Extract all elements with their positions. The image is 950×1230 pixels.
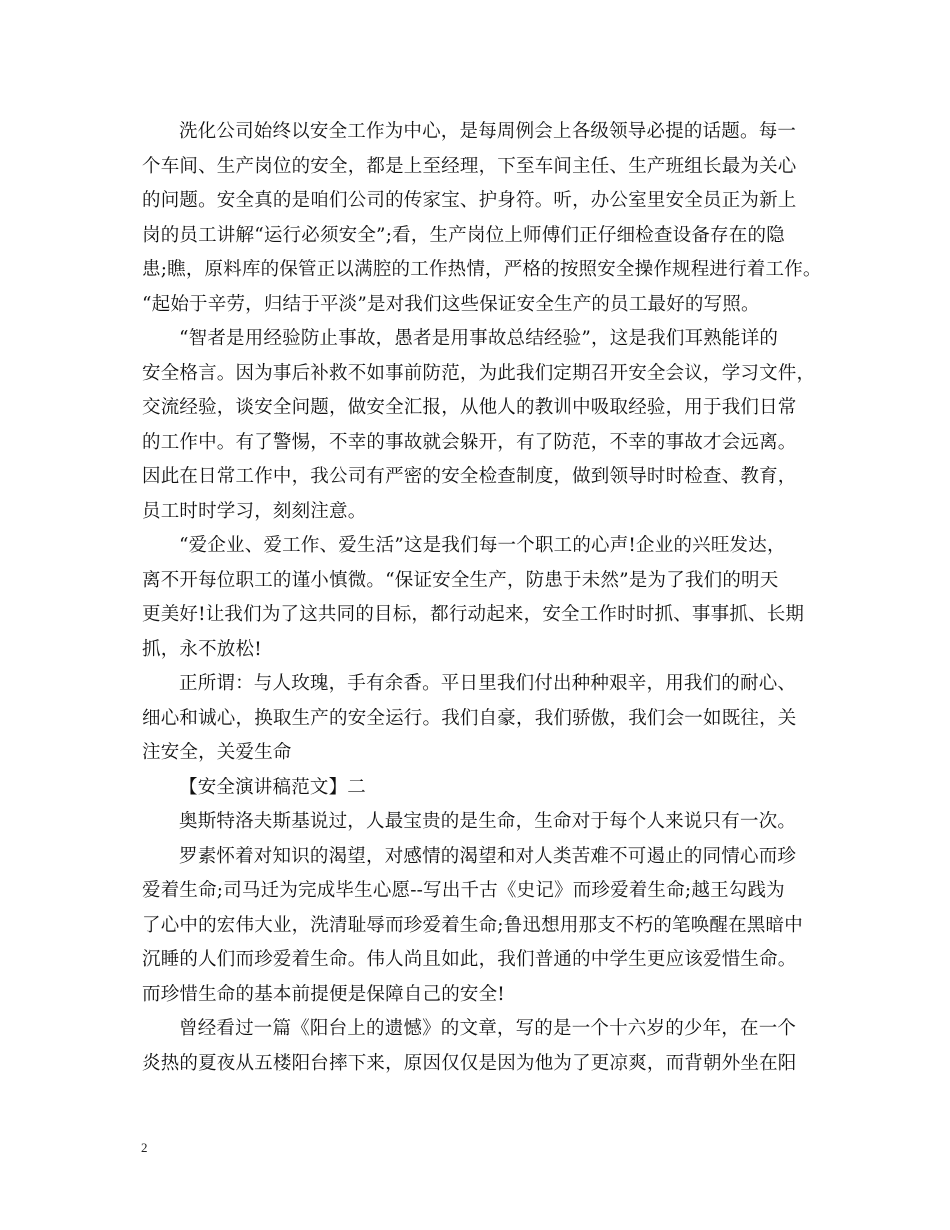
section-heading: 【安全演讲稿范文】二 (179, 776, 367, 798)
paragraph-7-line-5: 而珍惜生命的基本前提便是保障自己的安全! (142, 983, 505, 1005)
paragraph-2-line-5: 因此在日常工作中，我公司有严密的安全检查制度，做到领导时时检查、教育， (142, 466, 797, 487)
paragraph-2-line-1: “智者是用经验防止事故，愚者是用事故总结经验”，这是我们耳熟能详的 (179, 328, 779, 349)
paragraph-3-line-1: “爱企业、爱工作、爱生活”这是我们每一个职工的心声!企业的兴旺发达， (179, 535, 786, 556)
paragraph-1-line-5: 患;瞧，原料库的保管正以满腔的工作热情，严格的按照安全操作规程进行着工作。 (142, 259, 822, 280)
paragraph-8-line-2: 炎热的夏夜从五楼阳台摔下来，原因仅仅是因为他为了更凉爽，而背朝外坐在阳 (142, 1052, 797, 1074)
paragraph-2-line-6: 员工时时学习，刻刻注意。 (142, 500, 367, 522)
paragraph-3-line-3: 更美好!让我们为了这共同的目标，都行动起来，安全工作时时抓、事事抓、长期 (142, 604, 805, 625)
paragraph-1-line-2: 个车间、生产岗位的安全，都是上至经理，下至车间主任、生产班组长最为关心 (142, 155, 797, 177)
paragraph-4-line-3: 注安全，关爱生命 (142, 742, 292, 763)
paragraph-1-line-1: 洗化公司始终以安全工作为中心，是每周例会上各级领导必提的话题。每一 (179, 121, 797, 142)
paragraph-4-line-2: 细心和诚心，换取生产的安全运行。我们自豪，我们骄傲，我们会一如既往，关 (142, 707, 797, 729)
document-body (142, 115, 822, 1081)
paragraph-1-line-4: 岗的员工讲解“运行必须安全”;看，生产岗位上师傅们正仔细检查设备存在的隐 (142, 224, 785, 246)
page-number: 2 (141, 1140, 148, 1155)
paragraph-8-line-1: 曾经看过一篇《阳台上的遗憾》的文章，写的是一个十六岁的少年，在一个 (179, 1018, 797, 1039)
paragraph-7-line-4: 沉睡的人们而珍爱着生命。伟人尚且如此，我们普通的中学生更应该爱惜生命。 (142, 949, 797, 970)
paragraph-2-line-2: 安全格言。因为事后补救不如事前防范，为此我们定期召开安全会议，学习文件， (142, 362, 816, 384)
paragraph-3-line-2: 离不开每位职工的谨小慎微。“保证安全生产，防患于未然”是为了我们的明天 (142, 569, 779, 591)
paragraph-1-line-3: 的问题。安全真的是咱们公司的传家宝、护身符。听，办公室里安全员正为新上 (142, 190, 797, 211)
paragraph-1-line-6: “起始于辛劳，归结于平淡”是对我们这些保证安全生产的员工最好的写照。 (142, 293, 760, 315)
paragraph-3-line-4: 抓，永不放松! (142, 638, 262, 660)
paragraph-7-line-3: 了心中的宏伟大业，洗清耻辱而珍爱着生命;鲁迅想用那支不朽的笔唤醒在黑暗中 (142, 914, 803, 936)
paragraph-2-line-3: 交流经验，谈安全问题，做安全汇报，从他人的教训中吸取经验，用于我们日常 (142, 397, 797, 418)
paragraph-4-line-1: 正所谓：与人玫瑰，手有余香。平日里我们付出种种艰辛，用我们的耐心、 (179, 673, 797, 694)
paragraph-7-line-1: 罗素怀着对知识的渴望，对感情的渴望和对人类苦难不可遏止的同情心而珍 (179, 845, 797, 867)
paragraph-2-line-4: 的工作中。有了警惕，不幸的事故就会躲开，有了防范，不幸的事故才会远离。 (142, 431, 797, 453)
paragraph-6-line-1: 奥斯特洛夫斯基说过，人最宝贵的是生命，生命对于每个人来说只有一次。 (179, 811, 797, 832)
paragraph-7-line-2: 爱着生命;司马迁为完成毕生心愿--写出千古《史记》而珍爱着生命;越王勾践为 (142, 880, 785, 901)
